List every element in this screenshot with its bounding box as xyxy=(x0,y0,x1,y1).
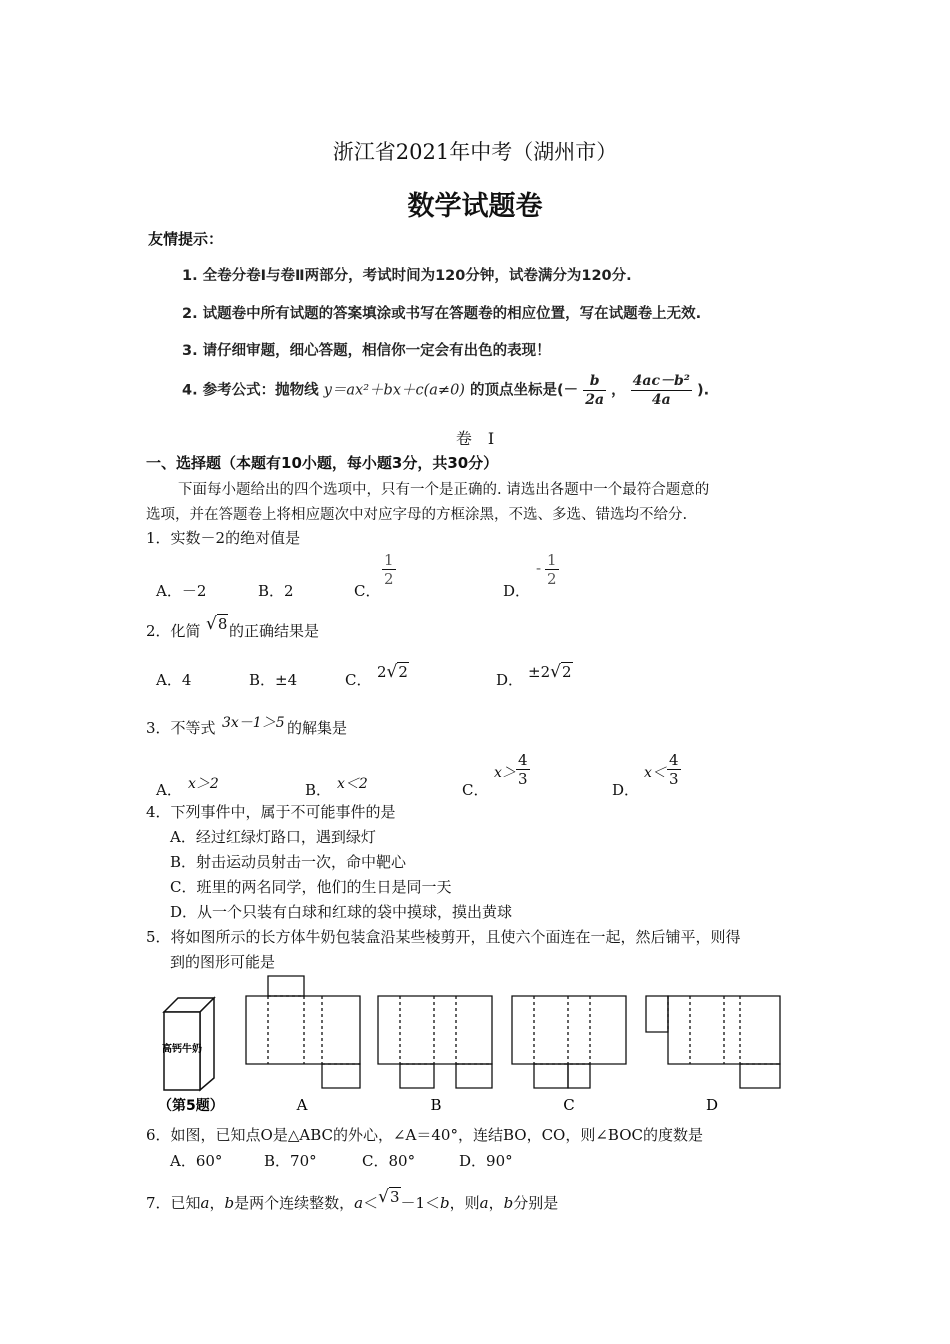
net-d-figure xyxy=(646,996,780,1088)
q6-option-a: A．60° xyxy=(170,1152,223,1170)
section-instructions-line1: 下面每小题给出的四个选项中，只有一个是正确的. 请选出各题中一个最符合题意的 xyxy=(178,482,710,498)
sqrt-icon: √ xyxy=(378,1187,389,1207)
q3-stem-pre: 3．不等式 xyxy=(146,719,216,737)
tip-3: 3. 请仔细审题，细心答题，相信你一定会有出色的表现！ xyxy=(182,343,551,359)
q2-c-radicand: 2 xyxy=(398,663,408,681)
q7-radicand: 3 xyxy=(389,1188,400,1206)
frac2-numerator: 4ac－b² xyxy=(632,373,690,389)
tip-4-formula xyxy=(182,372,709,409)
q6-stem: 6．如图，已知点O是△ABC的外心，∠A＝40°，连结BO，CO，则∠BOC的度数是 xyxy=(146,1126,703,1144)
q6-option-b: B．70° xyxy=(264,1152,317,1170)
tips-heading: 友情提示： xyxy=(148,230,224,248)
q6-option-c: C．80° xyxy=(362,1152,416,1170)
q7-var-a2: a xyxy=(354,1194,364,1212)
exam-subtitle: 数学试题卷 xyxy=(407,191,543,222)
q3-option-b: B． xyxy=(305,781,332,799)
q4-option-d: D．从一个只装有白球和红球的袋中摸球，摸出黄球 xyxy=(170,903,513,921)
net-b-figure xyxy=(378,996,492,1088)
formula-fraction-2 xyxy=(631,372,692,409)
section-instructions-line2: 选项，并在答题卷上将相应题次中对应字母的方框涂黑，不选、多选、错选均不给分. xyxy=(146,507,688,523)
q3-b-expression: x＜2 xyxy=(337,776,368,792)
tip-2: 2. 试题卷中所有试题的答案填涂或书写在答题卷的相应位置，写在试题卷上无效. xyxy=(182,306,702,322)
q7-sep2: ， xyxy=(488,1194,504,1212)
q1-d-sign: - xyxy=(536,559,542,577)
q4-stem: 4．下列事件中，属于不可能事件的是 xyxy=(146,803,396,821)
net-c-label: C xyxy=(563,1096,575,1114)
q7-stem-pre: 7．已知 xyxy=(146,1194,201,1212)
q5-stem-line2: 到的图形可能是 xyxy=(170,953,276,971)
net-c-figure xyxy=(512,996,626,1088)
q1-d-numerator: 1 xyxy=(547,551,557,569)
q7-var-a3: a xyxy=(479,1194,489,1212)
net-a-label: A xyxy=(296,1096,308,1114)
q1-c-numerator: 1 xyxy=(384,551,394,569)
q2-stem-pre: 2．化简 xyxy=(146,622,201,640)
q5-stem-line1: 5．将如图所示的长方体牛奶包装盒沿某些棱剪开，且使六个面连在一起，然后铺平，则得 xyxy=(146,928,741,946)
q1-option-a: A．－2 xyxy=(156,582,207,600)
milk-box-label: 高钙牛奶 xyxy=(162,1044,202,1055)
q3-option-d: D． xyxy=(612,781,640,799)
q4-option-c: C．班里的两名同学，他们的生日是同一天 xyxy=(170,878,452,896)
q3-inequality: 3x－1＞5 xyxy=(222,715,285,731)
sqrt-icon: √ xyxy=(206,614,217,634)
frac1-numerator: b xyxy=(583,372,606,391)
q2-c-coefficient: 2 xyxy=(377,663,387,681)
q2-option-c: C． xyxy=(345,671,372,689)
q2-option-a: A．4 xyxy=(156,671,192,689)
q4-option-b: B．射击运动员射击一次，命中靶心 xyxy=(170,853,407,871)
q3-option-a: A． xyxy=(156,781,182,799)
net-a-figure xyxy=(246,976,360,1088)
q3-c-expression: x＞ xyxy=(494,765,516,781)
q7-sep1: ， xyxy=(209,1194,225,1212)
q7-lt: ＜ xyxy=(363,1194,379,1212)
q3-c-denominator: 3 xyxy=(518,770,528,788)
q3-a-expression: x＞2 xyxy=(188,776,219,792)
sqrt-icon: √ xyxy=(550,662,561,682)
frac2-denominator: 4a xyxy=(651,392,671,408)
q2-d-expression xyxy=(528,662,573,682)
q5-figure xyxy=(150,970,800,1120)
q3-c-numerator: 4 xyxy=(518,751,528,769)
q1-d-fraction xyxy=(545,551,559,588)
net-b-label: B xyxy=(430,1096,442,1114)
section-heading: 一、选择题（本题有10小题，每小题3分，共30分） xyxy=(146,454,499,472)
q3-d-expression: x＜ xyxy=(644,765,666,781)
q3-c-fraction xyxy=(516,751,530,788)
q2-sqrt8 xyxy=(206,614,228,634)
q1-d-denominator: 2 xyxy=(547,570,557,588)
q7-var-a: a xyxy=(200,1194,210,1212)
q6-option-d: D．90° xyxy=(459,1152,513,1170)
q1-c-fraction xyxy=(382,551,396,588)
formula-mid: 的顶点坐标是(－ xyxy=(470,382,579,399)
q7-var-b2: b xyxy=(440,1194,450,1212)
q3-d-fraction xyxy=(667,751,681,788)
q1-c-denominator: 2 xyxy=(384,570,394,588)
q2-option-d: D． xyxy=(496,671,524,689)
frac1-denominator: 2a xyxy=(585,392,605,408)
q2-radicand: 8 xyxy=(217,615,228,633)
formula-fraction-1 xyxy=(583,372,606,409)
q1-option-b: B．2 xyxy=(258,582,294,600)
q7-var-b: b xyxy=(224,1194,235,1212)
formula-end: ). xyxy=(697,382,710,399)
formula-expression: y＝ax²＋bx＋c(a≠0) xyxy=(323,382,465,399)
q1-stem: 1．实数－2的绝对值是 xyxy=(146,529,301,547)
q1-option-c: C． xyxy=(354,582,381,600)
q3-stem-post: 的解集是 xyxy=(287,719,348,737)
q5-figure-caption: （第5题） xyxy=(158,1098,224,1114)
q7-post: －1＜ xyxy=(400,1194,441,1212)
q2-option-b: B．±4 xyxy=(249,671,298,689)
q2-c-expression xyxy=(377,662,409,682)
q7-end: 分别是 xyxy=(513,1194,559,1212)
q3-d-denominator: 3 xyxy=(669,770,679,788)
q2-d-radicand: 2 xyxy=(561,663,572,681)
tip-1: 1. 全卷分卷Ⅰ与卷Ⅱ两部分，考试时间为120分钟，试卷满分为120分. xyxy=(182,268,632,284)
q7-mid: 是两个连续整数， xyxy=(234,1194,355,1212)
net-d-label: D xyxy=(705,1096,719,1114)
q7-tail: ，则 xyxy=(449,1194,480,1212)
formula-prefix: 4. 参考公式：抛物线 xyxy=(182,382,319,399)
q7-var-b3: b xyxy=(503,1194,514,1212)
exam-title: 浙江省2021年中考（湖州市） xyxy=(332,140,618,164)
q1-option-d: D． xyxy=(503,582,531,600)
q4-option-a: A．经过红绿灯路口，遇到绿灯 xyxy=(170,828,376,846)
formula-comma: ， xyxy=(611,382,626,399)
q7-stem xyxy=(146,1187,559,1213)
sqrt-icon: √ xyxy=(386,662,398,682)
q2-d-coefficient: ±2 xyxy=(528,663,551,681)
q3-option-c: C． xyxy=(462,781,489,799)
q2-stem-post: 的正确结果是 xyxy=(229,622,320,640)
q3-d-numerator: 4 xyxy=(669,751,679,769)
part-label: 卷 Ⅰ xyxy=(455,429,495,448)
